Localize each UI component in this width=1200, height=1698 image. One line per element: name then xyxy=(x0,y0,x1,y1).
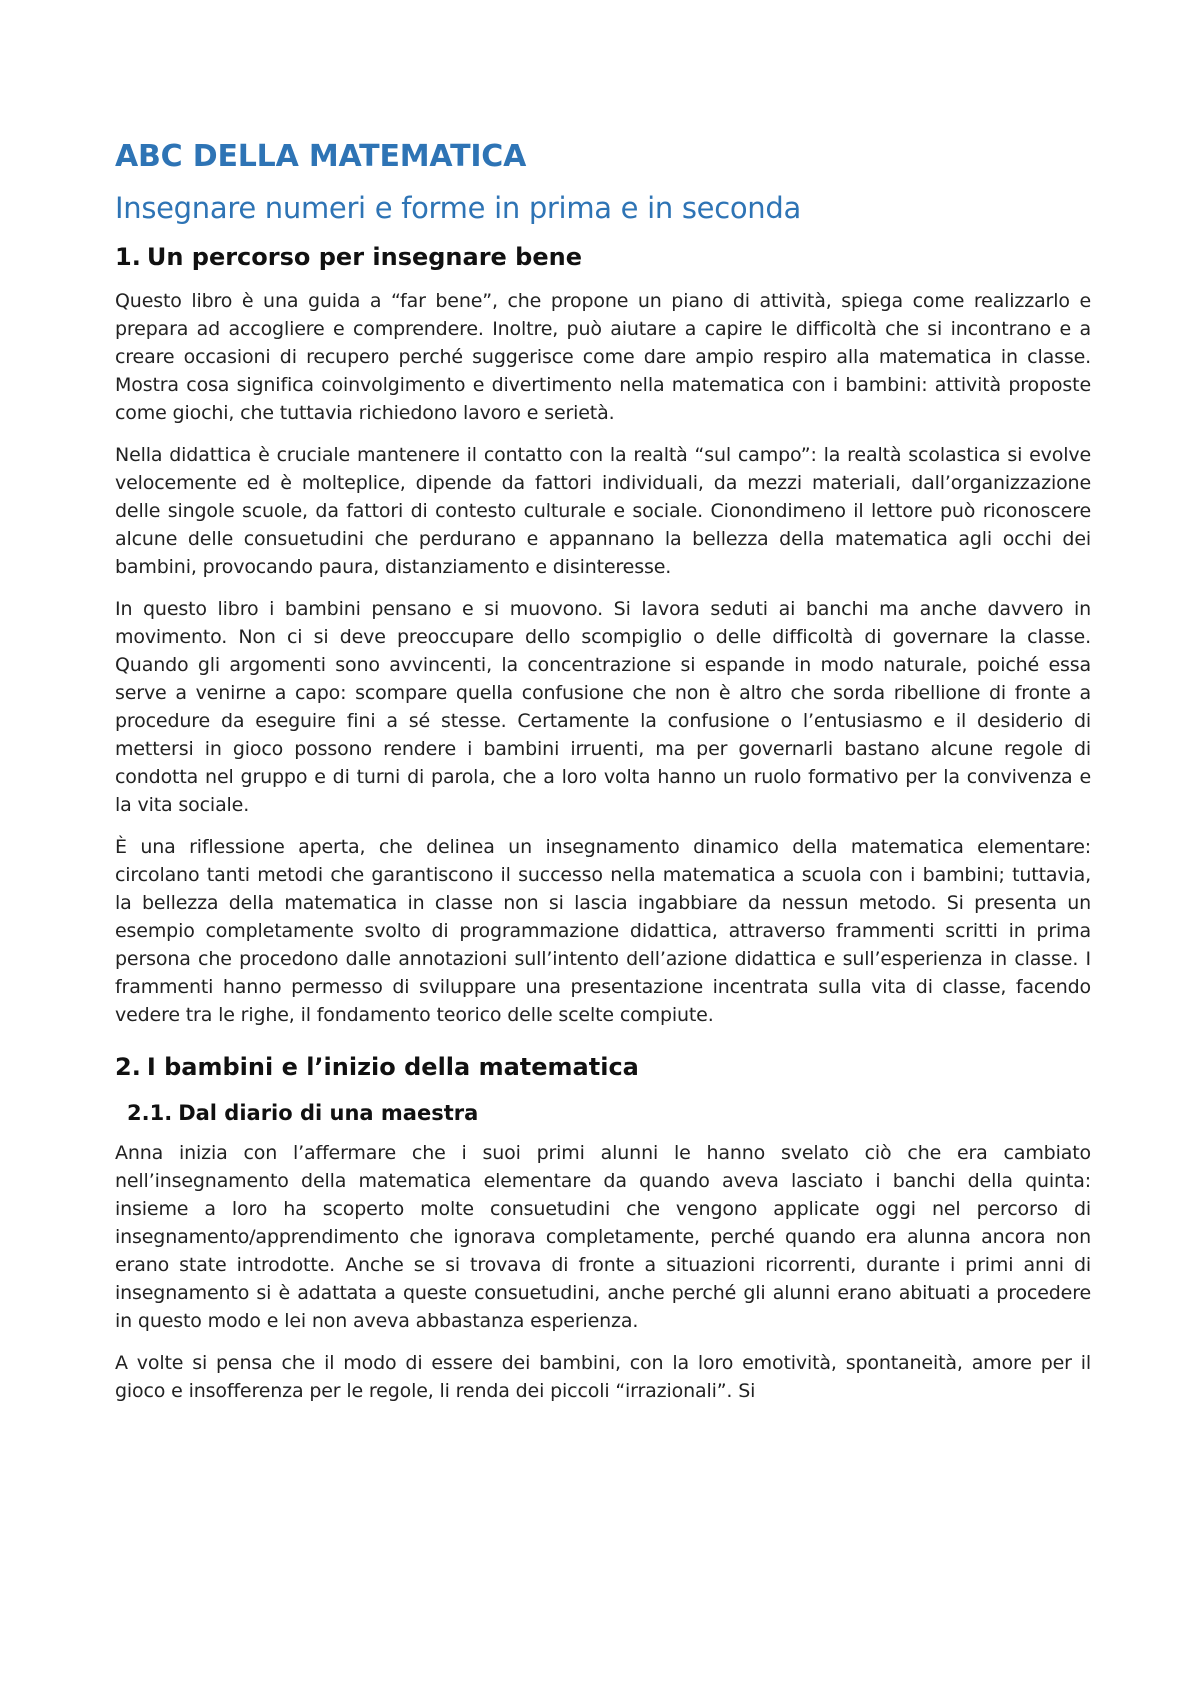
subsection-2-1 xyxy=(115,1097,1091,1405)
paragraph: È una riflessione aperta, che delinea un insegnamento dinamico della matematica elementare: circolano tanti metodi che garantiscono il successo nella matematica a scuola con i bambini; tuttavia, la bellezza della matematica in classe non si lascia ingabbiare da nessun metodo. Si presenta un esempio completamente svolto di programmazione didattica, attraverso frammenti scritti in prima persona che procedono dalle annotazioni sull’intento dell’azione didattica e sull’esperienza in classe. I frammenti hanno permesso di sviluppare una presentazione incentrata sulla vita di classe, facendo vedere tra le righe, il fondamento teorico delle scelte compiute. xyxy=(115,836,1091,1026)
section-heading xyxy=(115,237,1091,277)
section-1 xyxy=(115,237,1091,1029)
section-number: 2. xyxy=(115,1053,141,1081)
document-subtitle: Insegnare numeri e forme in prima e in seconda xyxy=(115,191,801,225)
subsection-heading xyxy=(127,1097,1091,1129)
subsection-number: 2.1. xyxy=(127,1101,173,1125)
paragraph: Nella didattica è cruciale mantenere il contatto con la realtà “sul campo”: la realtà scolastica si evolve velocemente ed è molteplice, dipende da fattori individuali, da mezzi materiali, dall’organizzazione delle singole scuole, da fattori di contesto culturale e sociale. Cionondimeno il lettore può riconoscere alcune delle consuetudini che perdurano e appannano la bellezza della matematica agli occhi dei bambini, provocando paura, distanziamento e disinteresse. xyxy=(115,444,1091,578)
subsection-title: Dal diario di una maestra xyxy=(178,1101,479,1125)
section-number: 1. xyxy=(115,243,141,271)
document-title: ABC DELLA MATEMATICA xyxy=(115,139,527,174)
paragraph: Questo libro è una guida a “far bene”, che propone un piano di attività, spiega come realizzarlo e prepara ad accogliere e comprendere. Inoltre, può aiutare a capire le difficoltà che si incontrano e a creare occasioni di recupero perché suggerisce come dare ampio respiro alla matematica in classe. Mostra cosa significa coinvolgimento e divertimento nella matematica con i bambini: attività proposte come giochi, che tuttavia richiedono lavoro e serietà. xyxy=(115,290,1091,424)
section-title: I bambini e l’inizio della matematica xyxy=(146,1053,639,1081)
paragraph: A volte si pensa che il modo di essere dei bambini, con la loro emotività, spontaneità, amore per il gioco e insofferenza per le regole, li renda dei piccoli “irrazionali”. Si xyxy=(115,1352,1091,1402)
section-title: Un percorso per insegnare bene xyxy=(146,243,583,271)
paragraph: Anna inizia con l’affermare che i suoi primi alunni le hanno svelato ciò che era cambiato nell’insegnamento della matematica elementare da quando aveva lasciato i banchi della quinta: insieme a loro ha scoperto molte consuetudini che vengono applicate oggi nel percorso di insegnamento/apprendimento che ignorava completamente, perché quando era alunna ancora non erano state introdotte. Anche se si trovava di fronte a situazioni ricorrenti, durante i primi anni di insegnamento si è adattata a queste consuetudini, anche perché gli alunni erano abituati a procedere in questo modo e lei non aveva abbastanza esperienza. xyxy=(115,1142,1091,1332)
section-heading xyxy=(115,1047,1091,1087)
paragraph: In questo libro i bambini pensano e si muovono. Si lavora seduti ai banchi ma anche davvero in movimento. Non ci si deve preoccupare dello scompiglio o delle difficoltà di governare la classe. Quando gli argomenti sono avvincenti, la concentrazione si espande in modo naturale, poiché essa serve a venirne a capo: scompare quella confusione che non è altro che sorda ribellione di fronte a procedure da eseguire fini a sé stesse. Certamente la confusione o l’entusiasmo e il desiderio di mettersi in gioco possono rendere i bambini irruenti, ma per governarli bastano alcune regole di condotta nel gruppo e di turni di parola, che a loro volta hanno un ruolo formativo per la convivenza e la vita sociale. xyxy=(115,598,1091,816)
section-2 xyxy=(115,1047,1091,1405)
